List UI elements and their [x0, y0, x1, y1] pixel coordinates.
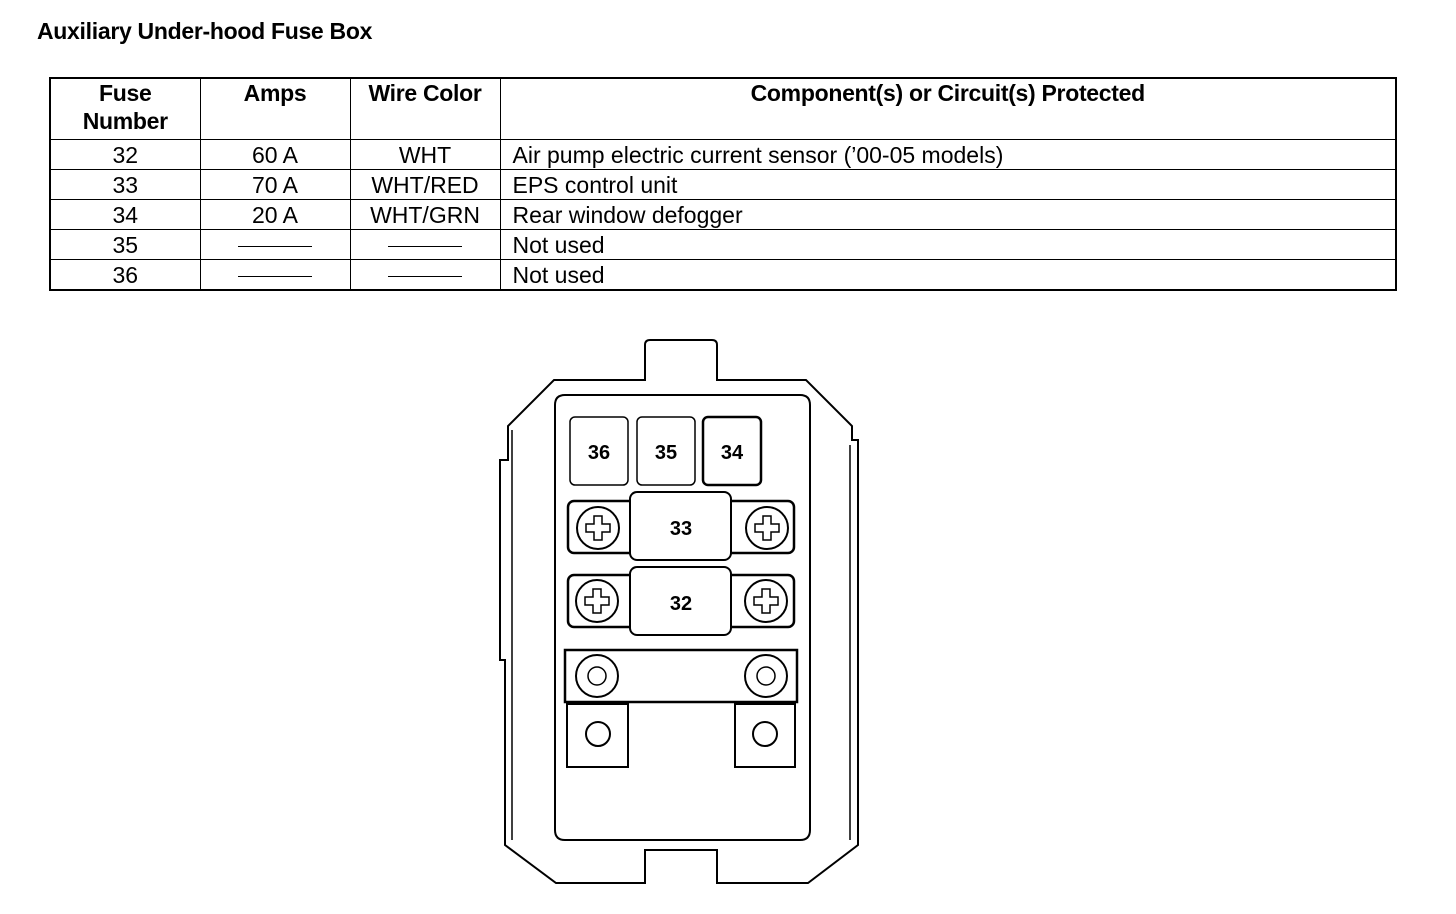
- cell-component: Air pump electric current sensor (’00-05 models): [500, 140, 1396, 170]
- bolt-icon: [745, 655, 787, 697]
- header-component: Component(s) or Circuit(s) Protected: [500, 78, 1396, 140]
- header-fuse-line1: Fuse: [99, 80, 152, 106]
- header-wire-color: Wire Color: [350, 78, 500, 140]
- cell-wire: WHT: [350, 140, 500, 170]
- cell-fuse: 35: [50, 230, 200, 260]
- cell-component: Not used: [500, 260, 1396, 291]
- fuse-35: [637, 417, 695, 485]
- cell-fuse: 36: [50, 260, 200, 291]
- fuse-35-label: 35: [654, 442, 678, 464]
- cell-fuse: 34: [50, 200, 200, 230]
- cell-amps: 60 A: [200, 140, 350, 170]
- fuse-34-label: 34: [720, 442, 744, 464]
- terminal-right: [735, 704, 795, 767]
- screw-icon: [577, 507, 619, 549]
- screw-icon: [746, 507, 788, 549]
- terminal-bar: [565, 650, 797, 702]
- fuse-33-label: 33: [669, 518, 693, 540]
- page-title: Auxiliary Under-hood Fuse Box: [37, 18, 373, 44]
- fuse-32-label: 32: [669, 593, 693, 615]
- screw-icon: [745, 580, 787, 622]
- cell-fuse: 33: [50, 170, 200, 200]
- header-fuse-line2: Number: [82, 108, 168, 134]
- fuse-34: [703, 417, 761, 485]
- screw-icon: [576, 580, 618, 622]
- fuse-36: [570, 417, 628, 485]
- header-amps: Amps: [200, 78, 350, 140]
- cell-component: Not used: [500, 230, 1396, 260]
- cell-component: Rear window defogger: [500, 200, 1396, 230]
- fuse-32: [568, 567, 794, 635]
- cell-component: EPS control unit: [500, 170, 1396, 200]
- cell-wire: WHT/GRN: [350, 200, 500, 230]
- cell-amps: 70 A: [200, 170, 350, 200]
- bolt-icon: [576, 655, 618, 697]
- cell-fuse: 32: [50, 140, 200, 170]
- cell-amps: 20 A: [200, 200, 350, 230]
- cell-wire: WHT/RED: [350, 170, 500, 200]
- fuse-36-label: 36: [587, 442, 611, 464]
- terminal-left: [567, 704, 628, 767]
- fuse-33: [568, 492, 794, 560]
